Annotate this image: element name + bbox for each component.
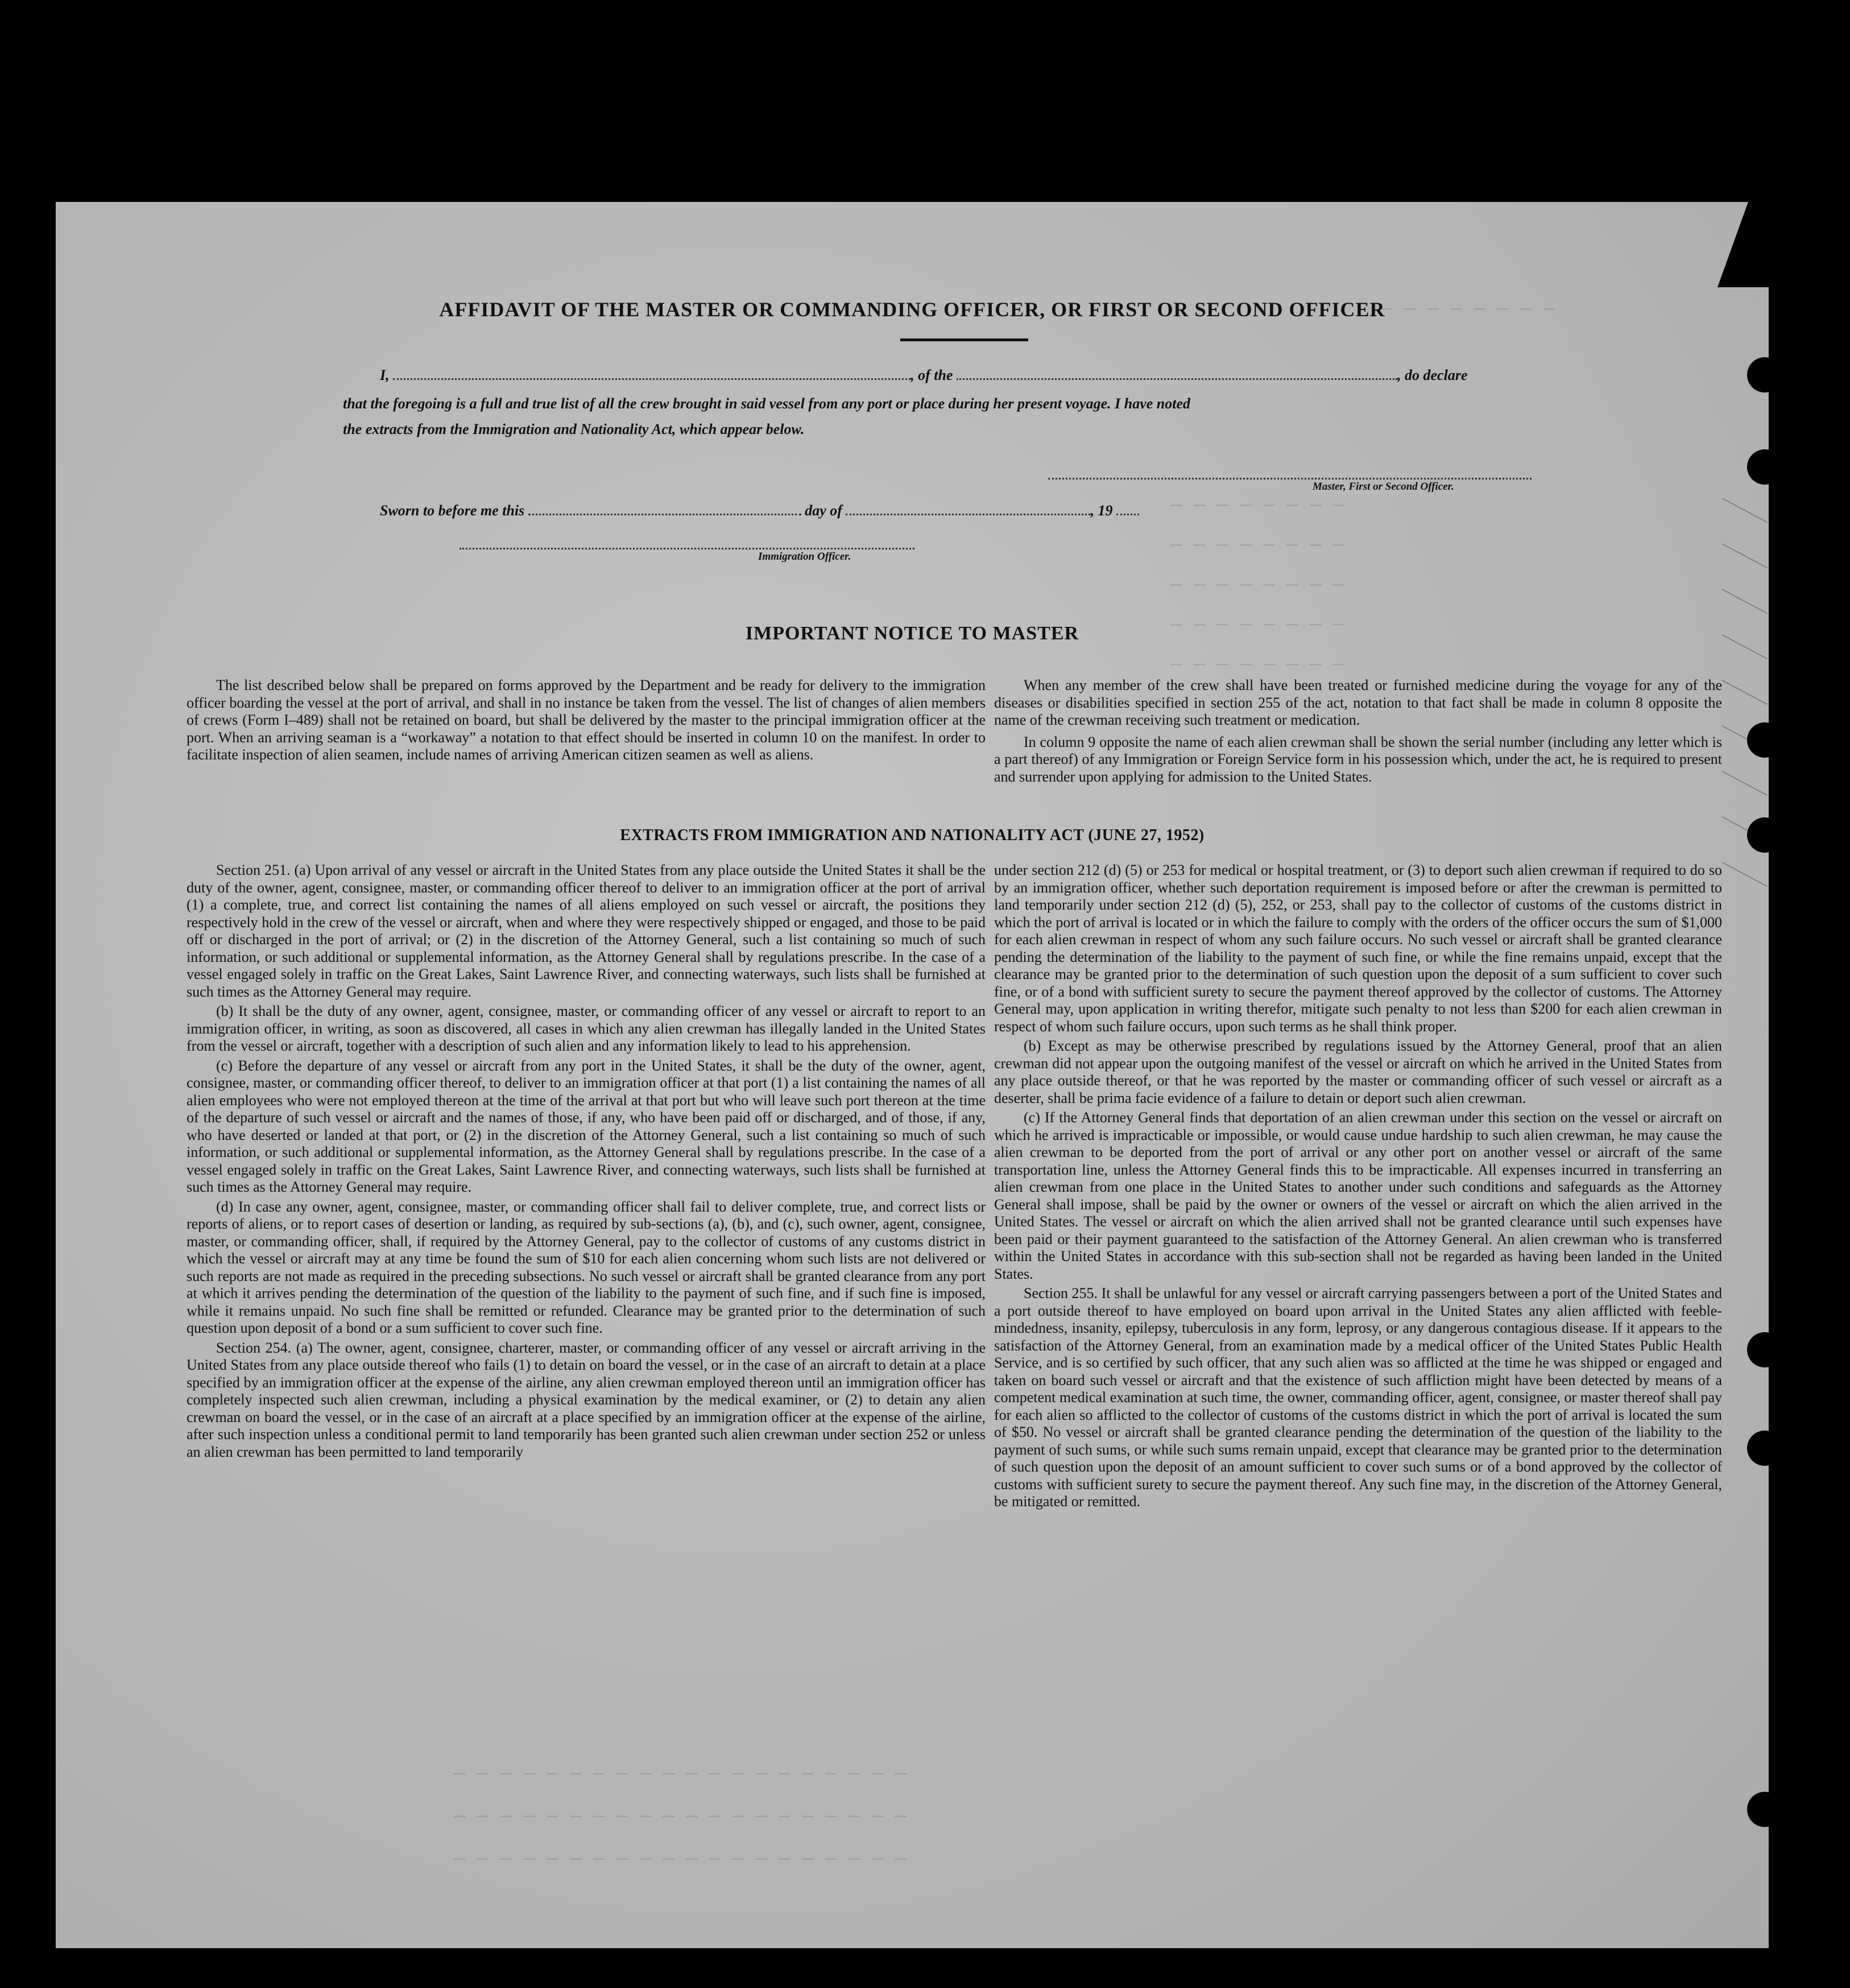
sworn-month-field[interactable]	[846, 502, 1090, 515]
punch-hole	[1747, 722, 1782, 758]
statement-line-1: that the foregoing is a full and true list of all the crew brought in said vessel from any port or place during her present voyage. I have noted	[343, 395, 1191, 412]
punch-hole	[1747, 817, 1782, 853]
extract-paragraph: (c) Before the departure of any vessel or aircraft from any port in the United States, it shall be the duty of the owner, agent, consignee, master, or commanding officer thereof, to deliver to an immigration officer at that port (1) a list containing the names of all alien employees who were not employed thereon at the time of the arrival at that port but who will leave such port thereon at the time of the departure of such vessel or aircraft and the names of those, if any, who have been paid off or discharged, and of those, if any, who have deserted or landed at that port, or (2) in the discretion of the Attorney General, such a list containing so much of such information, or such additional or supplemental information, as the Attorney General shall by regulations prescribe. In the case of a vessel engaged solely in traffic on the Great Lakes, Saint Lawrence River, and connecting waterways, such lists shall be furnished at such times as the Attorney General may require.	[187, 1057, 986, 1195]
punch-hole	[1747, 449, 1782, 485]
document-page	[56, 202, 1769, 1948]
scan-border-top	[0, 0, 1850, 202]
sworn-label: Sworn to before me this	[380, 502, 525, 519]
declarant-name-field[interactable]	[393, 367, 910, 380]
bleed-through-text: — — — — — — — — — — — — — — — — — — — —	[454, 1763, 907, 1785]
extract-paragraph: Section 255. It shall be unlawful for any vessel or aircraft carrying passengers between a port of the United States and a port outside thereof to have employed on board upon arrival in the United States any alien afflicted with feeble-mindedness, insanity, epilepsy, tuberculosis in any form, leprosy, or any dangerous contagious disease. If it appears to the satisfaction of the Attorney General, from an examination made by a medical officer of the United States Public Health Service, and is so certified by such officer, that any such alien was so afflicted at the time he was shipped or engaged and taken on board such vessel or aircraft and that the existence of such affliction might have been detected by means of a competent medical examination at such time, the owner, commanding officer, agent, consignee, or master thereof shall pay for each alien so afflicted to the collector of customs of the customs district in which the port of arrival is located the sum of $50. No vessel or aircraft shall be granted clearance pending the determination of the question of the liability to the payment of such sums, or while such sums remain unpaid, except that clearance may be granted prior to the determination of such question upon the deposit of an amount sufficient to cover such sums or of a bond approved by the collector of customs with sufficient surety to secure the payment thereof. Any such fine may, in the discretion of the Attorney General, be mitigated or remitted.	[994, 1285, 1722, 1510]
year-label: , 19	[1090, 502, 1113, 519]
sworn-year-field[interactable]	[1116, 502, 1139, 515]
extract-paragraph: under section 212 (d) (5) or 253 for medical or hospital treatment, or (3) to deport such alien crewman if required to do so by an immigration officer, whether such deportation requirement is imposed before or after the crewman is permitted to land temporarily under section 212 (d) (5), 252, or 253, shall pay to the collector of customs of the customs district in which the port of arrival is located or in which the failure to comply with the orders of the officer occurs the sum of $1,000 for each alien crewman in respect of whom any such failure occurs. No such vessel or aircraft shall be granted clearance pending the determination of the liability to the payment of such fine, or while the fine remains unpaid, except that the clearance may be granted prior to the determination of such question upon the deposit of a sum sufficient to cover such fine, or of a bond with sufficient surety to secure the payment thereof approved by the collector of customs. The Attorney General may, upon application in writing therefor, mitigate such penalty to not less than $200 for each alien crewman in respect of whom such failure occurs, upon such terms as he shall think proper.	[994, 862, 1722, 1035]
vessel-name-field[interactable]	[957, 367, 1397, 380]
extract-paragraph: (c) If the Attorney General finds that deportation of an alien crewman under this section on the vessel or aircraft on which he arrived is impracticable or impossible, or would cause undue hardship to such alien crewman, he may cause the alien crewman to be deported from the port of arrival or any other port on another vessel or aircraft of the same transportation line, unless the Attorney General finds this to be impracticable. All expenses incurred in transferring an alien crewman from one place in the United States to another under such conditions and safeguards as the Attorney General shall impose, shall be paid by the owner or owners of the vessel or aircraft on which the alien arrived in the United States. The vessel or aircraft on which the alien arrived shall not be granted clearance until such expenses have been paid or their payment guaranteed to the satisfaction of the Attorney General. An alien crewman who is transferred within the United States in accordance with this sub-section shall not be regarded as having been landed in the United States.	[994, 1109, 1722, 1282]
statement-line-2: the extracts from the Immigration and Nationality Act, which appear below.	[343, 421, 805, 437]
punch-hole	[1747, 357, 1782, 392]
bleed-through-text: — — — — — — — — — — — — — — — — — — — —	[454, 1806, 907, 1828]
pen-mark	[1722, 543, 1768, 568]
punch-hole	[1747, 1332, 1782, 1367]
declarant-label: I,	[380, 367, 390, 383]
master-caption: Master, First or Second Officer.	[1313, 481, 1454, 493]
bleed-through-text: — — — — — — — —	[1170, 575, 1345, 596]
officer-caption: Immigration Officer.	[758, 551, 851, 563]
pen-mark	[1722, 862, 1768, 887]
pen-mark	[1722, 680, 1768, 705]
sworn-line	[380, 502, 1139, 519]
title-rule	[900, 338, 1028, 341]
notice-paragraph: The list described below shall be prepared on forms approved by the Department and be ready for delivery to the immigration officer boarding the vessel at the port of arrival, and shall in no instance be taken from the vessel. The list of changes of alien members of crews (Form I–489) shall not be retained on board, but shall be delivered by the master to the principal immigration officer at the port. When an arriving seaman is a “workaway” a notation to that effect should be inserted in column 10 on the manifest. In order to facilitate inspection of alien seamen, include names of arriving American citizen seamen as well as aliens.	[187, 677, 986, 763]
extract-paragraph: (b) Except as may be otherwise prescribed by regulations issued by the Attorney General, proof that an alien crewman did not appear upon the outgoing manifest of the vessel or aircraft on which he arrived in the United States from any place outside thereof, or that he was reported by the master or commanding officer of such vessel or aircraft as a deserter, shall be prima facie evidence of a failure to detain or deport such alien crewman.	[994, 1038, 1722, 1106]
bleed-through-text: — — — — — — — —	[1170, 614, 1345, 636]
declare-label: , do declare	[1397, 367, 1468, 383]
day-of-label: day of	[805, 502, 842, 519]
pen-mark	[1722, 771, 1768, 796]
sworn-day-field[interactable]	[528, 502, 801, 515]
pen-mark	[1722, 589, 1768, 614]
bleed-through-text: — — — — — — — —	[1381, 299, 1555, 320]
notice-paragraph: In column 9 opposite the name of each alien crewman shall be shown the serial number (including any letter which is a part thereof) of any Immigration or Foreign Service form in his possession which, under the act, he is required to present and surrender upon applying for admission to the United States.	[994, 733, 1722, 785]
notice-paragraph: When any member of the crew shall have been treated or furnished medicine during the voyage for any of the diseases or disabilities specified in section 255 of the act, notation to that fact shall be made in column 8 opposite the name of the crewman receiving such treatment or medication.	[994, 677, 1722, 728]
torn-corner	[1717, 202, 1769, 287]
extract-paragraph: (d) In case any owner, agent, consignee, master, or commanding officer shall fail to deliver complete, true, and correct lists or reports of aliens, or to report cases of desertion or landing, as required by sub-sections (a), (b), and (c), such owner, agent, consignee, master, or commanding officer, shall, if required by the Attorney General, pay to the collector of customs of any customs district in which the vessel or aircraft may at any time be found the sum of $10 for each alien concerning whom such lists are not delivered or such reports are not made as required in the preceding subsections. No such vessel or aircraft shall be granted clearance from any port at which it arrives pending the determination of the question of the liability to the payment of such fine, and if such fine is imposed, while it remains unpaid. No such fine shall be remitted or refunded. Clearance may be granted prior to the determination of such question upon deposit of a bond or a sum sufficient to cover such fine.	[187, 1198, 986, 1336]
affidavit-title: AFFIDAVIT OF THE MASTER OR COMMANDING OFFICER, OR FIRST OR SECOND OFFICER	[439, 298, 1385, 321]
extract-paragraph: Section 254. (a) The owner, agent, consignee, charterer, master, or commanding officer of any vessel or aircraft arriving in the United States from any place outside thereof who fails (1) to detain on board the vessel, or in the case of an aircraft to detain at a place specified by an immigration officer at the expense of the airline, any alien crewman employed thereon until an immigration officer has completely inspected such alien crewman, including a physical examination by the medical examiner, or (2) to detain any alien crewman on board the vessel, or in the case of an aircraft at a place specified by an immigration officer at the expense of the airline, after such inspection unless a conditional permit to land temporarily has been granted such alien crewman under section 252 or unless an alien crewman has been permitted to land temporarily	[187, 1339, 986, 1460]
declaration-line	[380, 367, 1467, 384]
bleed-through-text: — — — — — — — — — — — — — — — — — — — —	[454, 1849, 907, 1870]
extracts-left-column	[187, 862, 986, 1463]
notice-left-column	[187, 677, 986, 766]
pen-mark	[1722, 498, 1768, 523]
officer-signature-field[interactable]	[460, 536, 914, 549]
punch-hole	[1747, 1431, 1782, 1466]
notice-right-column	[994, 677, 1722, 788]
extracts-right-column	[994, 862, 1722, 1513]
bleed-through-text: — — — — — — — —	[1170, 654, 1345, 676]
extracts-title: EXTRACTS FROM IMMIGRATION AND NATIONALITY ACT (JUNE 27, 1952)	[620, 826, 1205, 844]
master-signature-field[interactable]	[1048, 466, 1532, 480]
extract-paragraph: Section 251. (a) Upon arrival of any vessel or aircraft in the United States from any place outside the United States it shall be the duty of the owner, agent, consignee, master, or commanding officer thereof to deliver to an immigration officer at the port of arrival (1) a complete, true, and correct list containing the names of all aliens employed on such vessel or aircraft, the positions they respectively hold in the crew of the vessel or aircraft, when and where they were respectively shipped or engaged, and those to be paid off or discharged in the port of arrival; or (2) in the discretion of the Attorney General, such a list containing so much of such information, or such additional or supplemental information, as the Attorney General shall by regulations prescribe. In the case of a vessel engaged solely in traffic on the Great Lakes, Saint Lawrence River, and connecting waterways, such lists shall be furnished at such times as the Attorney General may require.	[187, 862, 986, 1000]
extract-paragraph: (b) It shall be the duty of any owner, agent, consignee, master, or commanding officer of any vessel or aircraft to report to an immigration officer, in writing, as soon as discovered, all cases in which any alien crewman has illegally landed in the United States from the vessel or aircraft, together with a description of such alien and any information likely to lead to his apprehension.	[187, 1003, 986, 1054]
punch-hole	[1747, 1792, 1782, 1827]
notice-title: IMPORTANT NOTICE TO MASTER	[745, 623, 1079, 644]
bleed-through-text: — — — — — — — —	[1170, 495, 1345, 516]
of-the-label: , of the	[910, 367, 953, 383]
bleed-through-text: — — — — — — — —	[1170, 535, 1345, 556]
